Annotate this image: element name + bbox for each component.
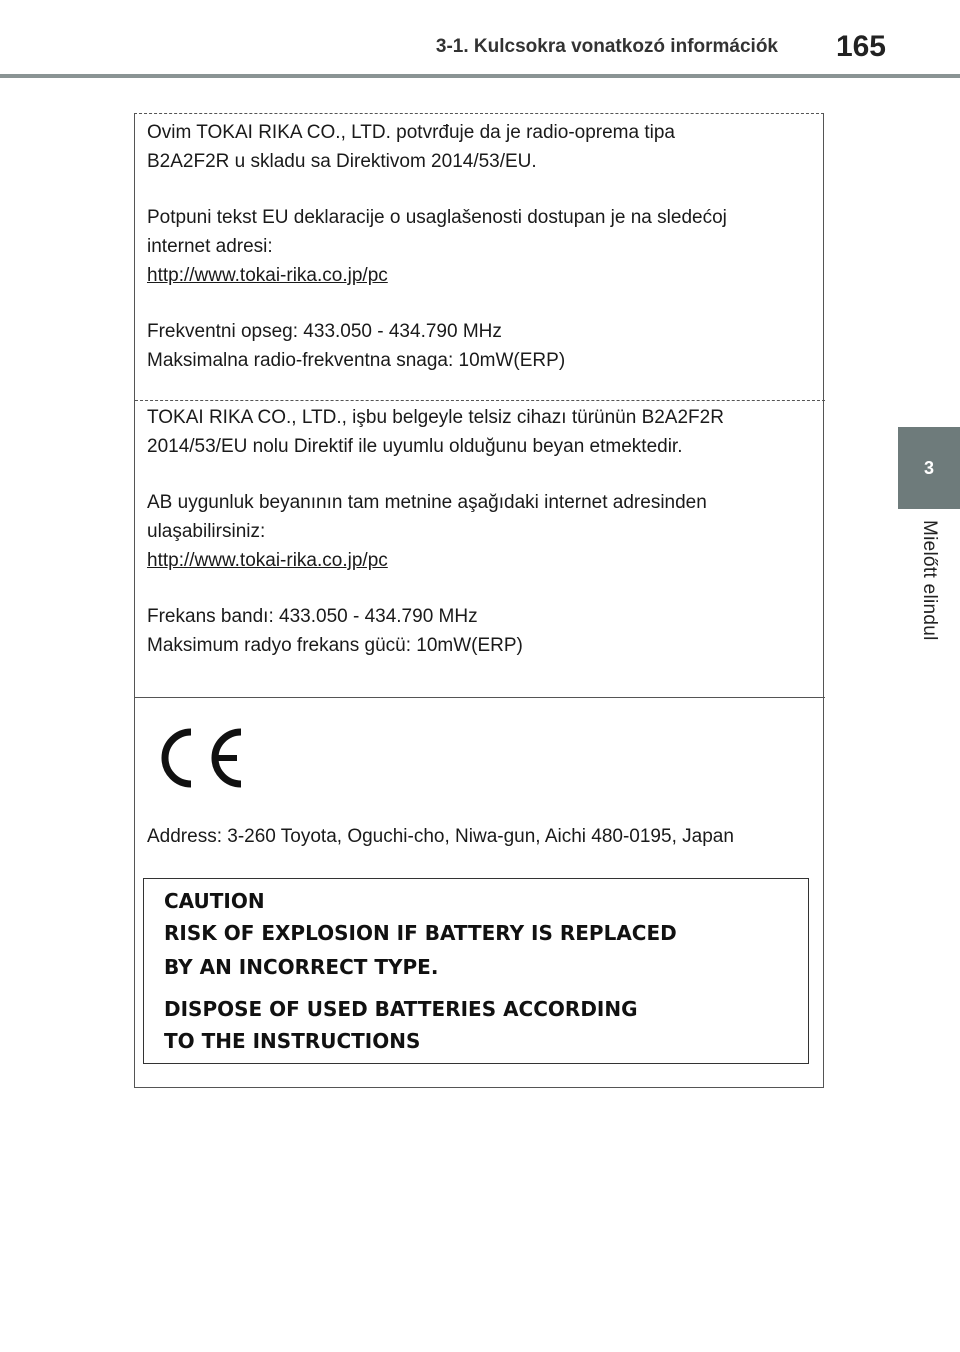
sr-p1-line1: Ovim TOKAI RIKA CO., LTD. potvrđuje da je radio-oprema tipa [147, 122, 675, 143]
header-divider [0, 74, 960, 78]
manufacturer-address: Address: 3-260 Toyota, Oguchi-cho, Niwa-gun, Aichi 480-0195, Japan [147, 826, 734, 847]
turkish-declaration [135, 401, 825, 698]
sr-p3-line2: Maksimalna radio-frekventna snaga: 10mW(ERP) [147, 350, 566, 371]
tr-p3-line1: Frekans bandı: 433.050 - 434.790 MHz [147, 606, 478, 627]
tr-p2-line1: AB uygunluk beyanının tam metnine aşağıdaki internet adresinden [147, 492, 707, 513]
battery-caution-box [143, 878, 809, 1064]
chapter-number: 3 [923, 457, 934, 478]
caution-line-3: BY AN INCORRECT TYPE. [164, 955, 439, 979]
chapter-label-text: Mielőtt elindul [919, 520, 940, 641]
caution-line-2: RISK OF EXPLOSION IF BATTERY IS REPLACED [164, 921, 677, 945]
sr-p1-line2: B2A2F2R u skladu sa Direktivom 2014/53/EU. [147, 151, 537, 172]
page-number: 165 [835, 30, 886, 63]
tr-p2-line2: ulaşabilirsiniz: [147, 521, 266, 542]
tr-p1-line1: TOKAI RIKA CO., LTD., işbu belgeyle telsiz cihazı türünün B2A2F2R [147, 407, 724, 428]
sr-p2-line2: internet adresi: [147, 236, 273, 257]
chapter-tab [898, 427, 960, 509]
section-title: 3-1. Kulcsokra vonatkozó információk [435, 36, 778, 57]
sr-p3-line1: Frekventni opseg: 433.050 - 434.790 MHz [147, 321, 502, 342]
compliance-section [135, 698, 825, 1087]
caution-line-5: TO THE INSTRUCTIONS [164, 1029, 421, 1053]
chapter-label [898, 520, 960, 660]
sr-p2-line1: Potpuni tekst EU deklaracije o usaglašenosti dostupan je na sledećoj [147, 207, 727, 228]
declaration-frame [134, 113, 824, 1088]
caution-line-4: DISPOSE OF USED BATTERIES ACCORDING [164, 997, 638, 1021]
page-header [0, 0, 960, 80]
tr-p3-line2: Maksimum radyo frekans gücü: 10mW(ERP) [147, 635, 523, 656]
tr-p1-line2: 2014/53/EU nolu Direktif ile uyumlu olduğunu beyan etmektedir. [147, 436, 683, 457]
sr-link[interactable]: http://www.tokai-rika.co.jp/pc [147, 265, 388, 286]
serbian-declaration [135, 114, 825, 401]
caution-heading: CAUTION [164, 889, 265, 913]
tr-link[interactable]: http://www.tokai-rika.co.jp/pc [147, 550, 388, 571]
ce-mark-icon [153, 726, 245, 790]
